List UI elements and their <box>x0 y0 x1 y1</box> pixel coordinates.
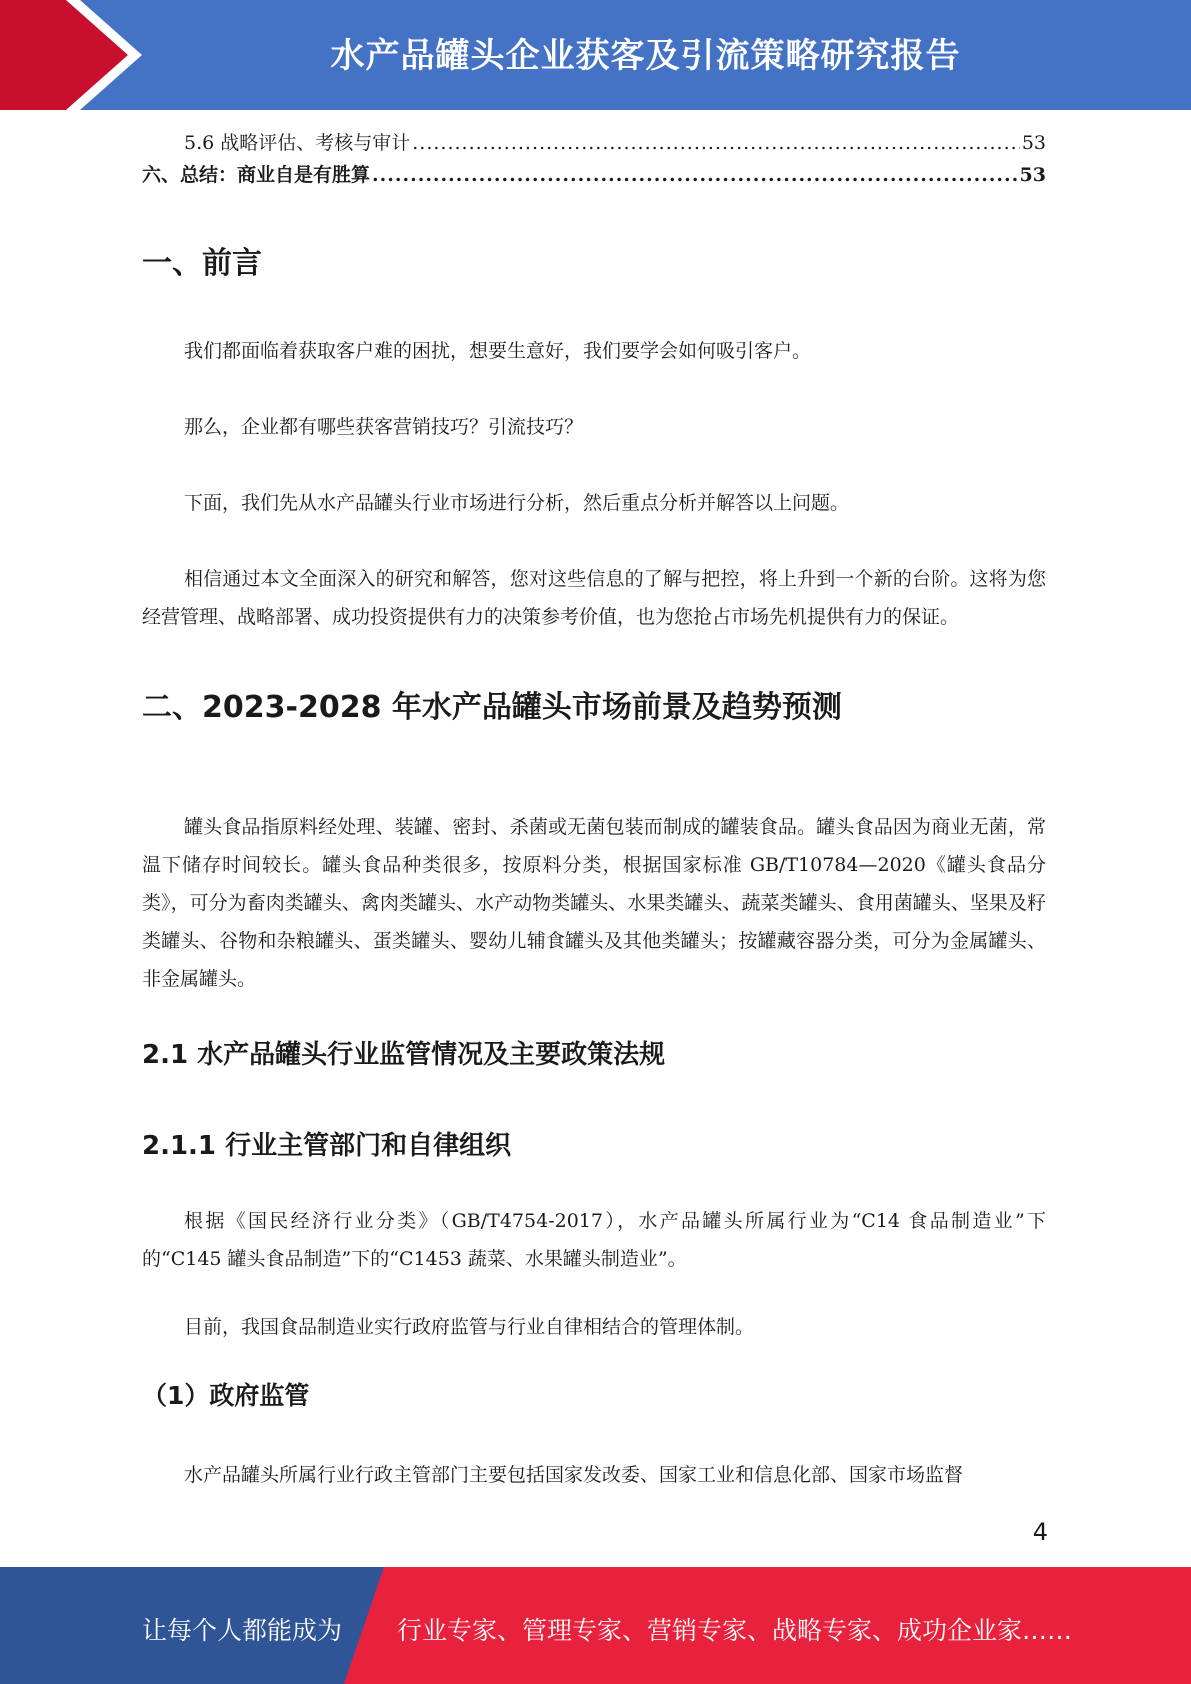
page-number: 4 <box>1032 1518 1048 1546</box>
footer-slogan-left: 让每个人都能成为 <box>142 1616 343 1645</box>
toc-leader-dots <box>412 132 1020 154</box>
subsection-heading-regulation: 2.1 水产品罐头行业监管情况及主要政策法规 <box>142 1040 666 1070</box>
footer-slogan-right: 行业专家、管理专家、营销专家、战略专家、成功企业家…… <box>397 1616 1073 1645</box>
paragraph: 罐头食品指原料经处理、装罐、密封、杀菌或无菌包装而制成的罐装食品。罐头食品因为商业无菌，常温下储存时间较长。罐头食品种类很多，按原料分类，根据国家标准 GB/T10784—2020《罐头食品分类》，可分为畜肉类罐头、禽肉类罐头、水产动物类罐头、水果类罐头、蔬菜类罐头、食用菌罐头、坚果及籽类罐头、谷物和杂粮罐头、蛋类罐头、婴幼儿辅食罐头及其他类罐头；按罐藏容器分类，可分为金属罐头、非金属罐头。 <box>142 816 1046 990</box>
report-title: 水产品罐头企业获客及引流策略研究报告 <box>330 36 961 76</box>
toc-entry-page: 53 <box>1019 164 1046 186</box>
toc-entry-page: 53 <box>1021 132 1046 154</box>
paragraph: 根据《国民经济行业分类》（GB/T4754-2017），水产品罐头所属行业为“C14 食品制造业”下的“C145 罐头食品制造”下的“C1453 蔬菜、水果罐头制造业”。 <box>142 1210 1046 1270</box>
toc-leader-dots <box>372 164 1018 186</box>
header-chevron-decoration <box>0 0 160 110</box>
paragraph: 目前，我国食品制造业实行政府监管与行业自律相结合的管理体制。 <box>184 1316 755 1338</box>
paragraph: 相信通过本文全面深入的研究和解答，您对这些信息的了解与把控，将上升到一个新的台阶。这将为您经营管理、战略部署、成功投资提供有力的决策参考价值，也为您抢占市场先机提供有力的保证。 <box>142 568 1046 628</box>
toc-entry[interactable] <box>142 160 1046 192</box>
section-heading-market-forecast: 二、2023-2028 年水产品罐头市场前景及趋势预测 <box>142 690 842 725</box>
page-footer <box>0 1567 1191 1684</box>
toc-entry-label: 5.6 战略评估、考核与审计 <box>184 132 411 154</box>
paragraph: 下面，我们先从水产品罐头行业市场进行分析，然后重点分析并解答以上问题。 <box>184 492 850 514</box>
toc-entry-label: 六、总结：商业自是有胜算 <box>142 164 371 186</box>
page-content <box>142 128 1046 1494</box>
subsection-heading-authorities: 2.1.1 行业主管部门和自律组织 <box>142 1131 512 1161</box>
subsection-heading-government-supervision: （1）政府监管 <box>142 1381 310 1410</box>
page-header <box>0 0 1191 110</box>
paragraph: 我们都面临着获取客户难的困扰，想要生意好，我们要学会如何吸引客户。 <box>184 340 812 362</box>
paragraph: 水产品罐头所属行业行政主管部门主要包括国家发改委、国家工业和信息化部、国家市场监督 <box>184 1464 964 1486</box>
section-heading-preface: 一、前言 <box>142 246 262 281</box>
toc-entry[interactable] <box>142 128 1046 160</box>
paragraph: 那么，企业都有哪些获客营销技巧？引流技巧？ <box>184 416 584 438</box>
